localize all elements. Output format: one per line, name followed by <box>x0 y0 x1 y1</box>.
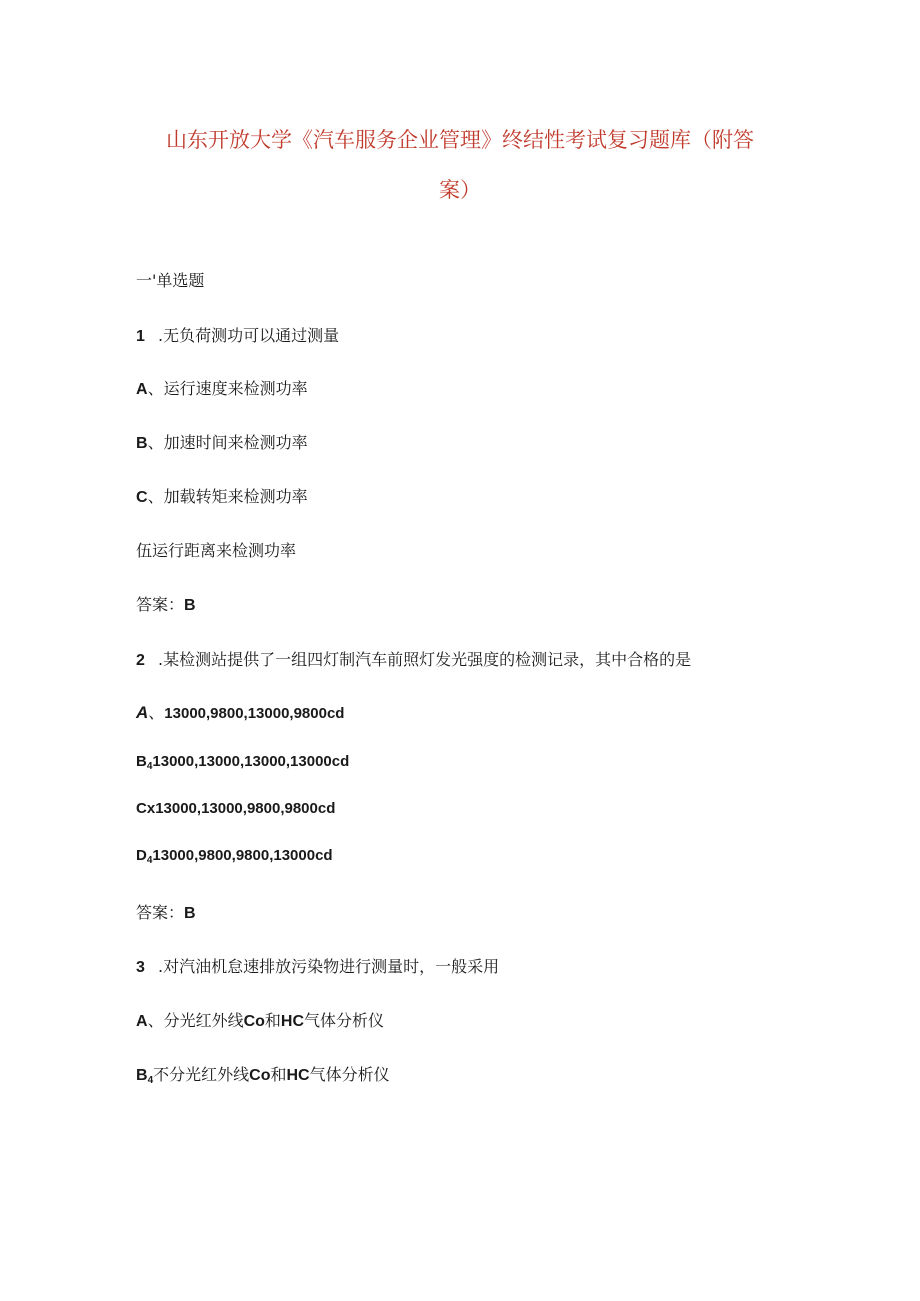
option-text: 、加速时间来检测功率 <box>147 433 308 452</box>
option-text-and: 和 <box>264 1011 281 1030</box>
question-1-option-d: 伍运行距离来检测功率 <box>136 541 297 560</box>
option-text: 、运行速度来检测功率 <box>147 379 308 398</box>
option-label: A <box>136 381 148 398</box>
question-3-option-b <box>136 1062 390 1086</box>
option-text: 不分光红外线 <box>153 1065 250 1084</box>
question-2-answer <box>136 900 196 923</box>
option-separator: 、 <box>148 703 165 722</box>
option-term-co: Co <box>249 1067 271 1084</box>
option-label: C <box>136 489 148 506</box>
answer-value: B <box>184 905 196 922</box>
question-2-option-c <box>136 798 335 817</box>
question-3-text: .对汽油机怠速排放污染物进行测量时，一般采用 <box>158 957 500 976</box>
question-1-answer <box>136 592 196 615</box>
question-2 <box>136 647 691 670</box>
option-term-co: Co <box>243 1013 265 1030</box>
option-term-hc: HC <box>286 1067 310 1084</box>
option-value: 13000,13000,13000,13000cd <box>152 753 350 770</box>
option-label: A <box>136 1013 148 1030</box>
question-2-option-d <box>136 845 333 866</box>
question-1-text: .无负荷测功可以通过测量 <box>158 326 340 345</box>
option-label: B <box>136 1067 148 1084</box>
question-2-option-a <box>136 700 344 723</box>
option-text: 气体分析仪 <box>304 1011 385 1030</box>
answer-label: 答案： <box>136 595 185 614</box>
option-value: 13000,9800,13000,9800cd <box>164 705 345 722</box>
option-value: 13000,9800,9800,13000cd <box>152 847 333 864</box>
option-text: 、加载转矩来检测功率 <box>147 487 308 506</box>
question-1 <box>136 323 339 346</box>
question-2-option-b <box>136 751 349 772</box>
option-label-sub: 4 <box>146 855 153 866</box>
document-title-line-1: 山东开放大学《汽车服务企业管理》终结性考试复习题库（附答 <box>166 128 754 152</box>
answer-value: B <box>184 597 196 614</box>
option-text-and: 和 <box>270 1065 287 1084</box>
option-label: B <box>136 753 147 770</box>
option-label: Cx <box>136 800 156 817</box>
option-value: 13000,13000,9800,9800cd <box>155 800 336 817</box>
answer-label: 答案： <box>136 903 185 922</box>
document-title-line-2: 案） <box>439 178 481 202</box>
question-3 <box>136 954 499 977</box>
option-term-hc: HC <box>280 1013 305 1030</box>
question-3-option-a <box>136 1008 384 1031</box>
section-heading: 一'单选题 <box>136 271 205 290</box>
question-1-number: 1 <box>136 328 145 345</box>
option-label: A <box>136 703 149 722</box>
question-1-option-b <box>136 430 308 453</box>
question-1-option-a <box>136 376 308 399</box>
option-label: D <box>136 847 147 864</box>
option-label: B <box>136 435 148 452</box>
option-label-sub: 4 <box>147 1075 154 1086</box>
question-2-text: .某检测站提供了一组四灯制汽车前照灯发光强度的检测记录，其中合格的是 <box>158 650 692 669</box>
option-text: 、分光红外线 <box>147 1011 244 1030</box>
question-2-number: 2 <box>136 652 145 669</box>
question-1-option-c <box>136 484 308 507</box>
option-text: 气体分析仪 <box>309 1065 390 1084</box>
question-3-number: 3 <box>136 959 145 976</box>
option-label-sub: 4 <box>146 761 153 772</box>
